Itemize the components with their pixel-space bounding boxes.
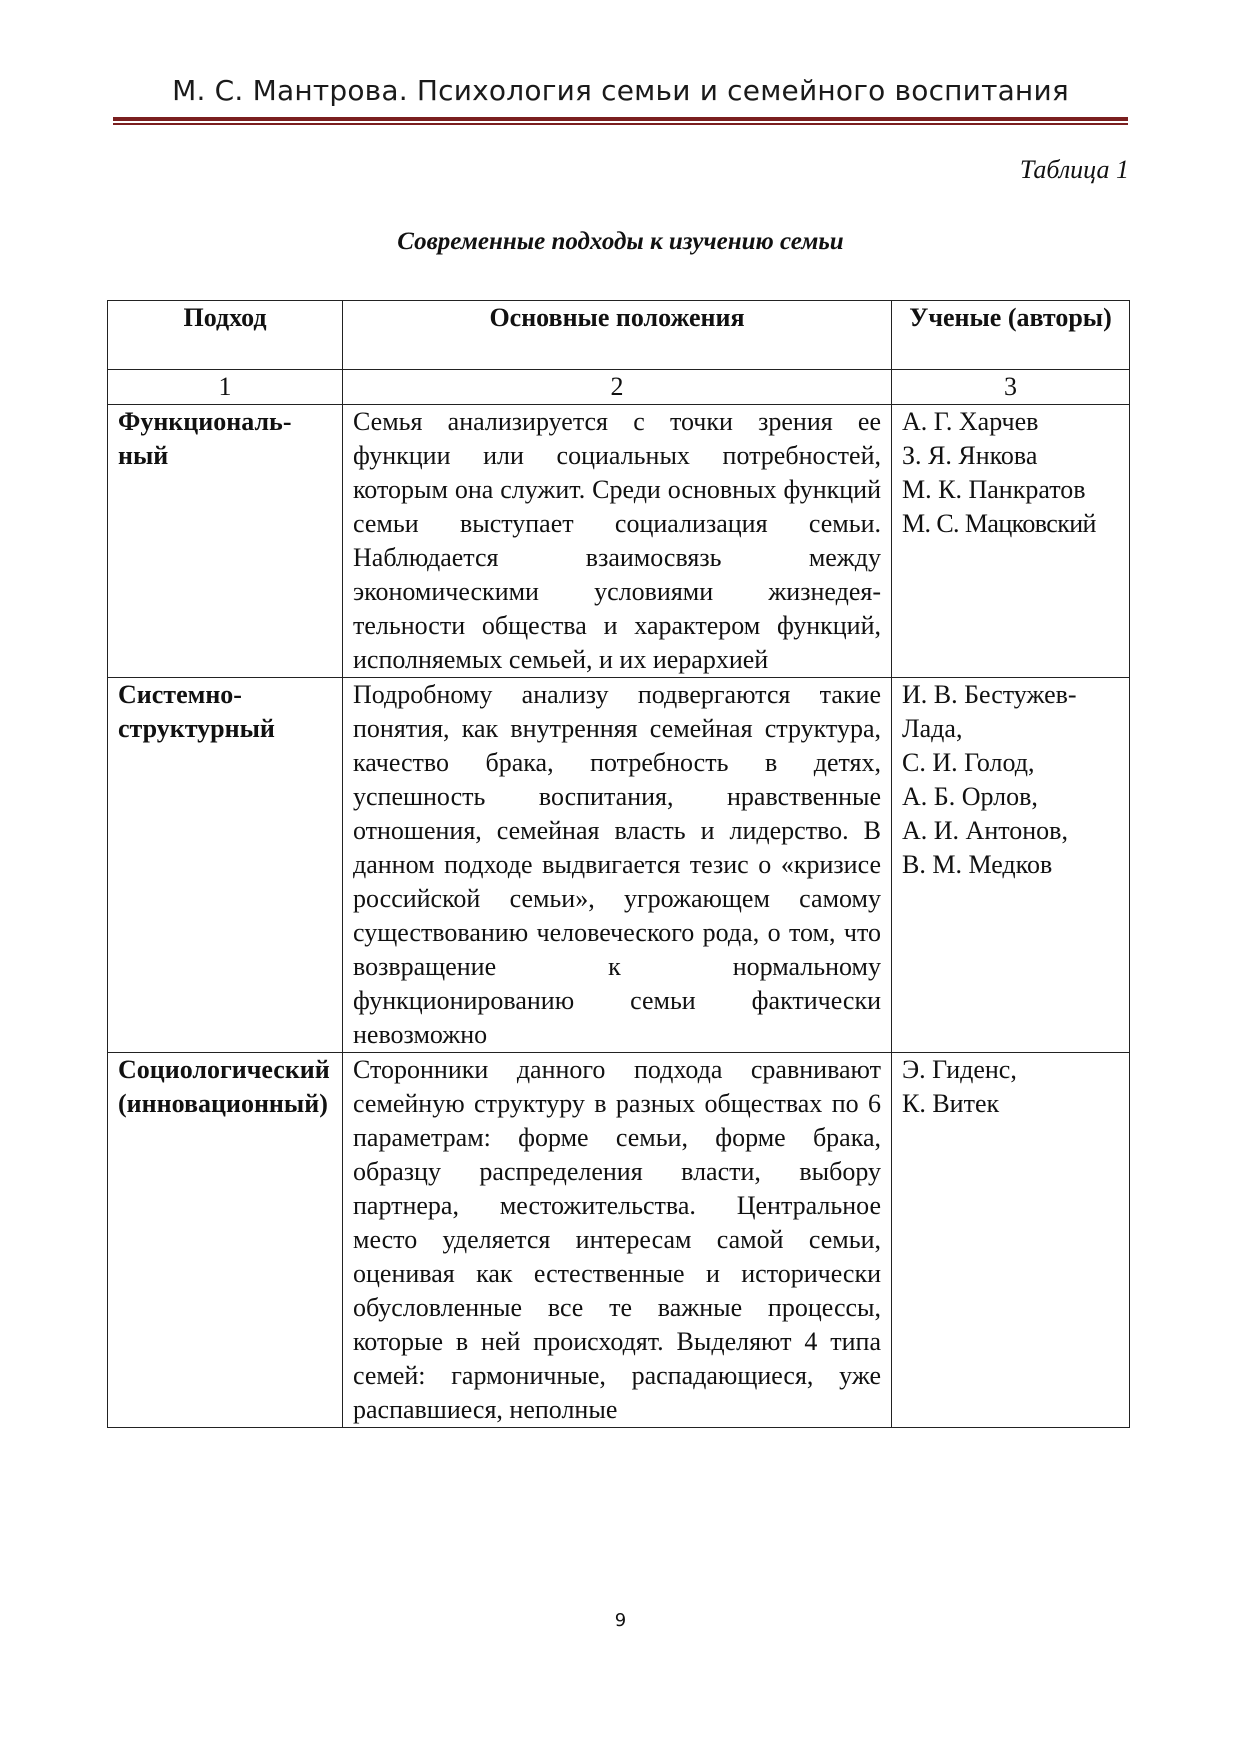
approaches-table bbox=[107, 300, 1130, 1428]
approach-description: Сторонники данного подхода сравнивают семейную структуру в разных обществах по 6 параметрам: форме семьи, форме брака, образцу распределения власти, выбору партнера, местожительства. Центральное место уделяется интересам самой семьи, оценивая как естественные и исторически обусловленные все те важные процессы, которые в ней происходят. Выделяют 4 типа семей: гармоничные, распадающиеся, уже распавшиеся, неполные bbox=[343, 1053, 892, 1428]
author: А. Б. Орлов, bbox=[902, 782, 1038, 811]
author: С. И. Голод, bbox=[902, 748, 1035, 777]
page-number: 9 bbox=[614, 1610, 627, 1631]
table-row bbox=[108, 1053, 1130, 1428]
column-number: 1 bbox=[108, 370, 343, 405]
author: А. Г. Харчев bbox=[902, 407, 1039, 436]
column-number: 3 bbox=[892, 370, 1130, 405]
author: Э. Гиденс, bbox=[902, 1055, 1017, 1084]
table-row bbox=[108, 678, 1130, 1053]
approach-authors bbox=[892, 405, 1130, 678]
approach-description: Подробному анализу подвергаются такие понятия, как внутренняя семейная структура, качество брака, потребность в детях, успешность воспитания, нравственные отношения, семейная власть и лидерство. В данном подходе выдвигается тезис о «кризисе российской семьи», угрожающем самому существованию человеческого рода, о том, что возвращение к нормальному функционированию семьи фактически невозможно bbox=[343, 678, 892, 1053]
author: З. Я. Янкова bbox=[902, 441, 1038, 470]
running-title: М. С. Мантрова. Психология семьи и семейного воспитания bbox=[172, 74, 1069, 107]
approach-name: Социологический (инновационный) bbox=[108, 1053, 343, 1428]
table-header-row bbox=[108, 301, 1130, 370]
header-rule-thick bbox=[113, 117, 1128, 121]
column-header-authors: Ученые (авторы) bbox=[892, 301, 1130, 370]
column-number-row bbox=[108, 370, 1130, 405]
author: В. М. Медков bbox=[902, 850, 1053, 879]
column-number: 2 bbox=[343, 370, 892, 405]
author: М. С. Мацковский bbox=[902, 509, 1096, 538]
author: И. В. Бестужев-Лада, bbox=[902, 680, 1077, 743]
table-label: Таблица 1 bbox=[1019, 155, 1129, 184]
author: А. И. Антонов, bbox=[902, 816, 1068, 845]
approach-name: Функциональный bbox=[108, 405, 343, 678]
column-header-provisions: Основные положения bbox=[343, 301, 892, 370]
approach-description: Семья анализируется с точки зрения ее функции или социальных потребностей, которым она служит. Среди основных функций семьи выступает социализация семьи. Наблюдается взаимосвязь между экономическими условиями жизнедеятельности общества и характером функций, исполняемых семьей, и их иерархией bbox=[343, 405, 892, 678]
table-title: Современные подходы к изучению семьи bbox=[397, 228, 844, 255]
approach-authors bbox=[892, 1053, 1130, 1428]
approach-authors bbox=[892, 678, 1130, 1053]
column-header-approach: Подход bbox=[108, 301, 343, 370]
approach-name: Системно-структурный bbox=[108, 678, 343, 1053]
header-rule-thin bbox=[113, 123, 1128, 125]
author: М. К. Панкратов bbox=[902, 475, 1086, 504]
table-row bbox=[108, 405, 1130, 678]
author: К. Витек bbox=[902, 1089, 1000, 1118]
